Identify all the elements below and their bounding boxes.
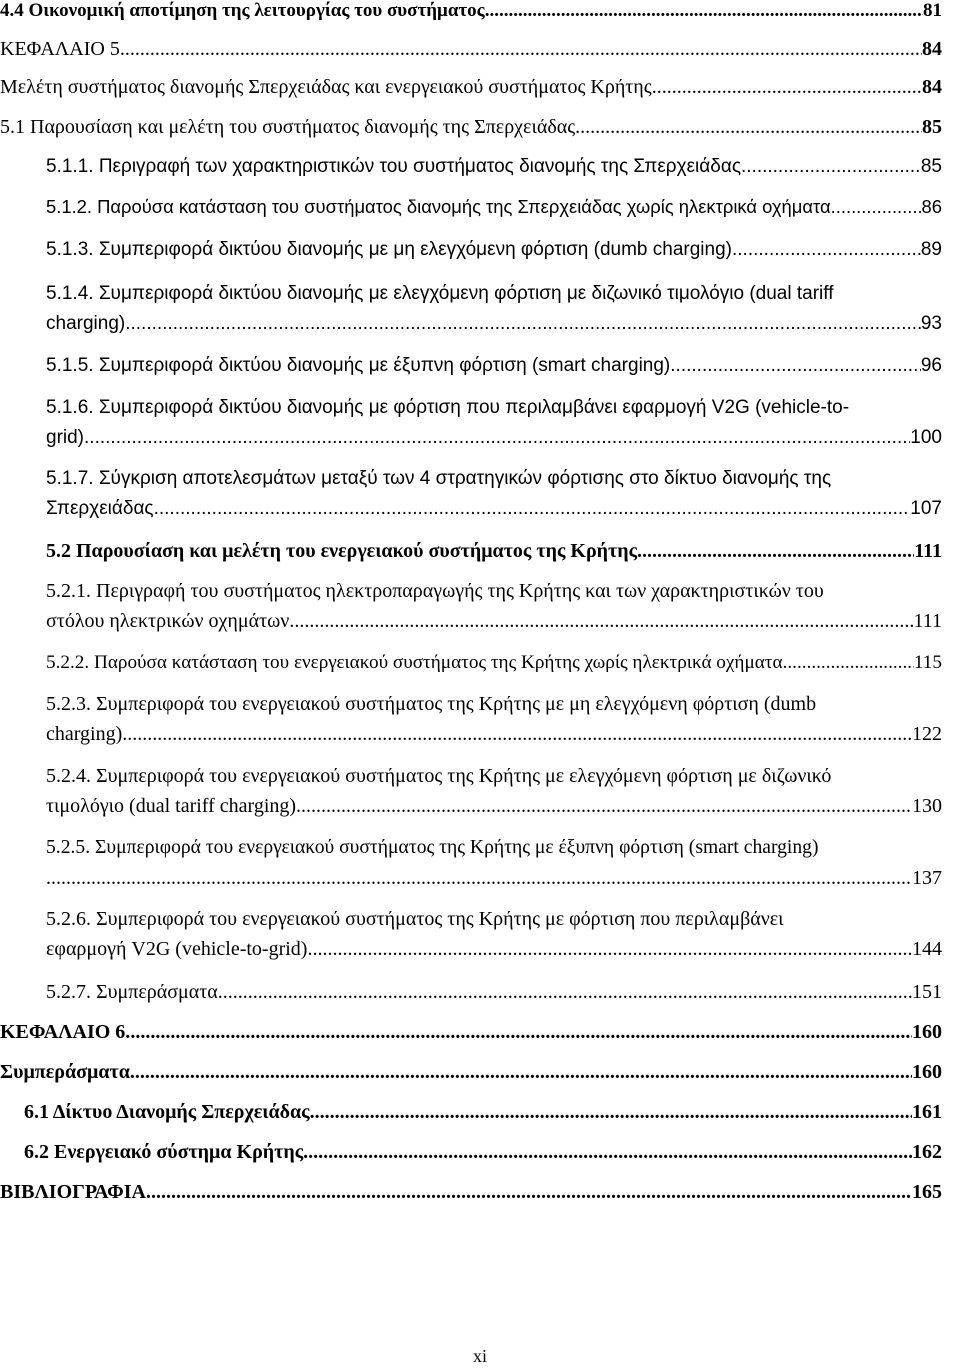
toc-entry[interactable]: [46, 196, 942, 226]
toc-entry-page: 85: [920, 156, 942, 177]
toc-entry-page: 111: [913, 610, 942, 632]
toc-entry-title-cont: τιμολόγιο (dual tariff charging): [46, 795, 297, 817]
toc-entry-page: 165: [912, 1181, 942, 1203]
toc-entry[interactable]: [46, 355, 942, 385]
toc-entry-title-cont: grid): [46, 427, 85, 448]
toc-entry[interactable]: [46, 610, 942, 640]
toc-entry[interactable]: [46, 239, 942, 269]
toc-entry-title: ΚΕΦΑΛΑΙΟ 5.: [0, 38, 125, 60]
toc-entry-title: ΚΕΦΑΛΑΙΟ 6.: [0, 1021, 131, 1043]
toc-entry[interactable]: [0, 76, 942, 106]
toc-entry[interactable]: [46, 540, 942, 570]
toc-entry-page: 85: [922, 116, 942, 138]
toc-entry[interactable]: [46, 795, 942, 825]
toc-entry-title: 5.1 Παρουσίαση και μελέτη του συστήματος διανομής της Σπερχειάδας: [0, 116, 576, 138]
toc-entry[interactable]: [0, 0, 942, 30]
toc-entry-line1[interactable]: [46, 693, 942, 723]
toc-entry-page: 111: [914, 540, 942, 562]
toc-entry[interactable]: [46, 156, 942, 186]
toc-entry-page: 93: [920, 313, 942, 334]
toc-entry[interactable]: [46, 498, 942, 528]
toc-entry[interactable]: [24, 1141, 942, 1171]
toc-entry-title: 5.2.2. Παρούσα κατάσταση του ενεργειακού συστήματος της Κρήτης χωρίς ηλεκτρικά οχήματα: [46, 652, 783, 673]
toc-entry-line1[interactable]: [46, 765, 942, 795]
toc-entry-line1[interactable]: [46, 908, 942, 938]
toc-entry-title: Μελέτη συστήματος διανομής Σπερχειάδας και ενεργειακού συστήματος Κρήτης: [0, 76, 652, 98]
toc-entry-title: Συμπεράσματα: [0, 1061, 130, 1083]
toc-entry-page: 81: [923, 0, 942, 21]
toc-entry[interactable]: [46, 981, 942, 1011]
toc-entry[interactable]: [46, 313, 942, 343]
toc-entry-title: ΒΙΒΛΙΟΓΡΑΦΙΑ: [0, 1181, 146, 1203]
toc-entry-title-cont: Σπερχειάδας: [46, 498, 154, 519]
toc-entry-page: 161: [912, 1101, 942, 1123]
toc-entry[interactable]: [46, 867, 942, 897]
toc-entry-line1[interactable]: [46, 397, 942, 427]
toc-entry-title: 5.2.5. Συμπεριφορά του ενεργειακού συστήματος της Κρήτης με έξυπνη φόρτιση (smart charging): [46, 837, 819, 858]
toc-entry-title-cont: εφαρμογή V2G (vehicle-to-grid): [46, 938, 308, 960]
toc-entry-title: 4.4 Οικονομική αποτίμηση της λειτουργίας του συστήματος: [0, 0, 485, 21]
toc-entry-page: 130: [912, 795, 942, 817]
toc-entry-title: 5.2.7. Συμπεράσματα: [46, 981, 218, 1003]
toc-entry-page: 137: [912, 867, 942, 889]
toc-entry-page: 84: [922, 38, 942, 60]
toc-entry-title: 5.2.3. Συμπεριφορά του ενεργειακού συστήματος της Κρήτης με μη ελεγχόμενη φόρτιση (dumb: [46, 693, 817, 715]
toc-entry[interactable]: [0, 38, 942, 68]
toc-entry[interactable]: [46, 723, 942, 753]
toc-entry-title: 6.1 Δίκτυο Διανομής Σπερχειάδας: [24, 1101, 310, 1123]
toc-entry[interactable]: [24, 1101, 942, 1131]
toc-entry-title: 5.1.6. Συμπεριφορά δικτύου διανομής με φόρτιση που περιλαμβάνει εφαρμογή V2G (vehicle-to-: [46, 397, 850, 418]
toc-entry-line1[interactable]: [46, 837, 942, 867]
toc-entry-title: 5.1.4. Συμπεριφορά δικτύου διανομής με ελεγχόμενη φόρτιση με διζωνικό τιμολόγιο (dual tariff: [46, 283, 834, 304]
toc-entry-line1[interactable]: [46, 283, 942, 313]
toc-entry-title-cont: στόλου ηλεκτρικών οχημάτων: [46, 610, 290, 632]
toc-entry[interactable]: [0, 1061, 942, 1091]
toc-entry-page: 100: [910, 427, 942, 448]
page-number: xi: [472, 1346, 487, 1366]
toc-entry-title: 6.2 Ενεργειακό σύστημα Κρήτης: [24, 1141, 304, 1163]
toc-entry-page: 107: [910, 498, 942, 519]
toc-entry-title: 5.1.7. Σύγκριση αποτελεσμάτων μεταξύ των 4 στρατηγικών φόρτισης στο δίκτυο διανομής της: [46, 468, 832, 489]
toc-entry-page: 115: [913, 652, 942, 673]
toc-entry-page: 122: [912, 723, 942, 745]
toc-entry[interactable]: [0, 1021, 942, 1051]
toc-entry-page: 160: [912, 1061, 942, 1083]
toc-entry[interactable]: [46, 427, 942, 457]
toc-entry-page: 86: [921, 196, 942, 217]
toc-entry-page: 144: [912, 938, 942, 960]
toc-entry-page: 162: [912, 1141, 942, 1163]
toc-entry-title: 5.1.3. Συμπεριφορά δικτύου διανομής με μη ελεγχόμενη φόρτιση (dumb charging): [46, 239, 732, 260]
toc-entry-page: 96: [920, 355, 942, 376]
toc-entry-title: 5.2.1. Περιγραφή του συστήματος ηλεκτροπαραγωγής της Κρήτης και των χαρακτηριστικών του: [46, 580, 824, 602]
toc-entry[interactable]: [0, 1181, 942, 1211]
toc-entry-page: 89: [920, 239, 942, 260]
toc-entry-line1[interactable]: [46, 468, 942, 498]
toc-entry-title: 5.1.2. Παρούσα κατάσταση του συστήματος διανομής της Σπερχειάδας χωρίς ηλεκτρικά οχήματα: [46, 196, 831, 217]
toc-entry[interactable]: [0, 116, 942, 146]
toc-entry[interactable]: [46, 652, 942, 682]
toc-entry-title-cont: charging): [46, 313, 126, 334]
toc-entry-page: 160: [912, 1021, 942, 1043]
toc-entry-title: 5.2.6. Συμπεριφορά του ενεργειακού συστήματος της Κρήτης με φόρτιση που περιλαμβάνει: [46, 908, 784, 930]
toc-entry-page: 84: [922, 76, 942, 98]
toc-entry-title: 5.2 Παρουσίαση και μελέτη του ενεργειακού συστήματος της Κρήτης: [46, 540, 638, 562]
toc-entry-page: 151: [912, 981, 942, 1003]
toc-entry[interactable]: [46, 938, 942, 968]
toc-entry-title: 5.1.5. Συμπεριφορά δικτύου διανομής με έξυπνη φόρτιση (smart charging): [46, 355, 671, 376]
toc-entry-line1[interactable]: [46, 580, 942, 610]
toc-entry-title: 5.2.4. Συμπεριφορά του ενεργειακού συστήματος της Κρήτης με ελεγχόμενη φόρτιση με διζωνικό: [46, 765, 832, 787]
toc-entry-title: 5.1.1. Περιγραφή των χαρακτηριστικών του συστήματος διανομής της Σπερχειάδας: [46, 156, 741, 177]
toc-entry-title-cont: charging): [46, 723, 123, 745]
